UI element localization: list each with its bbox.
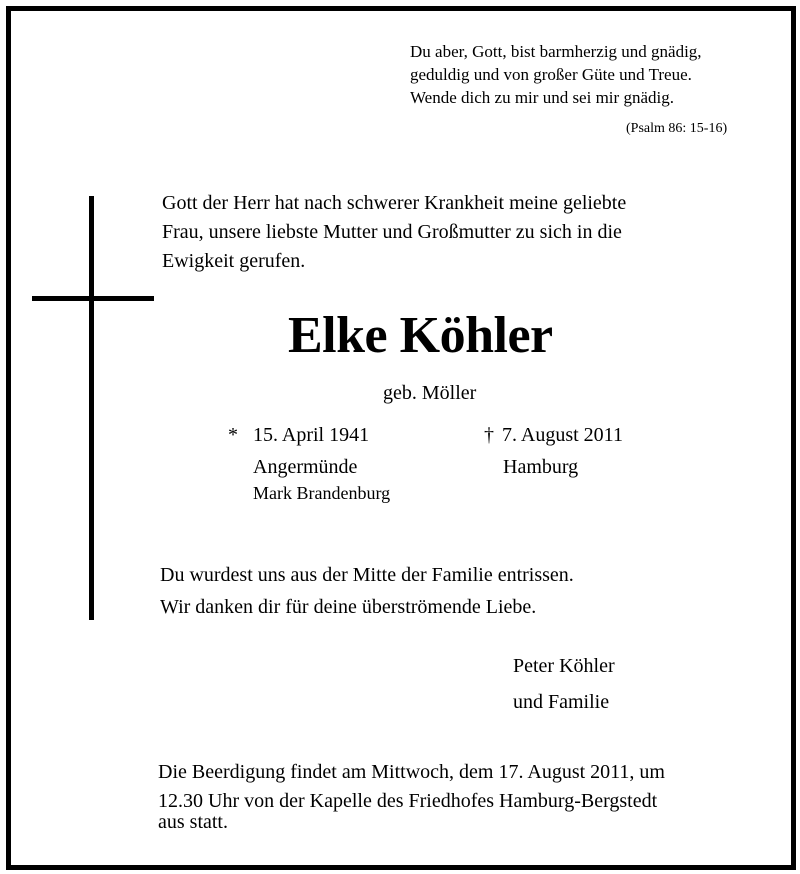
psalm-reference: (Psalm 86: 15-16) [626,121,728,136]
psalm-line: Wende dich zu mir und sei mir gnädig. [410,88,674,107]
psalm-line: geduldig und von großer Güte und Treue. [410,65,692,84]
deceased-name: Elke Köhler [288,307,553,364]
birth-place: Angermünde [253,456,358,478]
intro-line: Gott der Herr hat nach schwerer Krankheit meine geliebte [162,192,627,214]
farewell-line: Du wurdest uns aus der Mitte der Familie entrissen. [160,564,574,586]
intro-line: Frau, unsere liebste Mutter und Großmutter zu sich in die [162,221,622,243]
birth-symbol: * [228,424,238,446]
death-date: 7. August 2011 [502,424,623,446]
funeral-line: Die Beerdigung findet am Mittwoch, dem 17. August 2011, um [158,761,665,783]
death-symbol: † [484,424,494,446]
intro-line: Ewigkeit gerufen. [162,250,306,272]
maiden-name: geb. Möller [383,382,477,404]
funeral-line: aus statt. [158,811,228,833]
birth-region: Mark Brandenburg [253,483,391,503]
signature-line: Peter Köhler [513,655,615,677]
funeral-line: 12.30 Uhr von der Kapelle des Friedhofes Hamburg-Bergstedt [158,790,658,812]
death-place: Hamburg [503,456,579,478]
signature-line: und Familie [513,691,610,713]
farewell-line: Wir danken dir für deine überströmende Liebe. [160,596,537,618]
psalm-line: Du aber, Gott, bist barmherzig und gnädig, [410,42,702,61]
birth-date: 15. April 1941 [253,424,370,446]
